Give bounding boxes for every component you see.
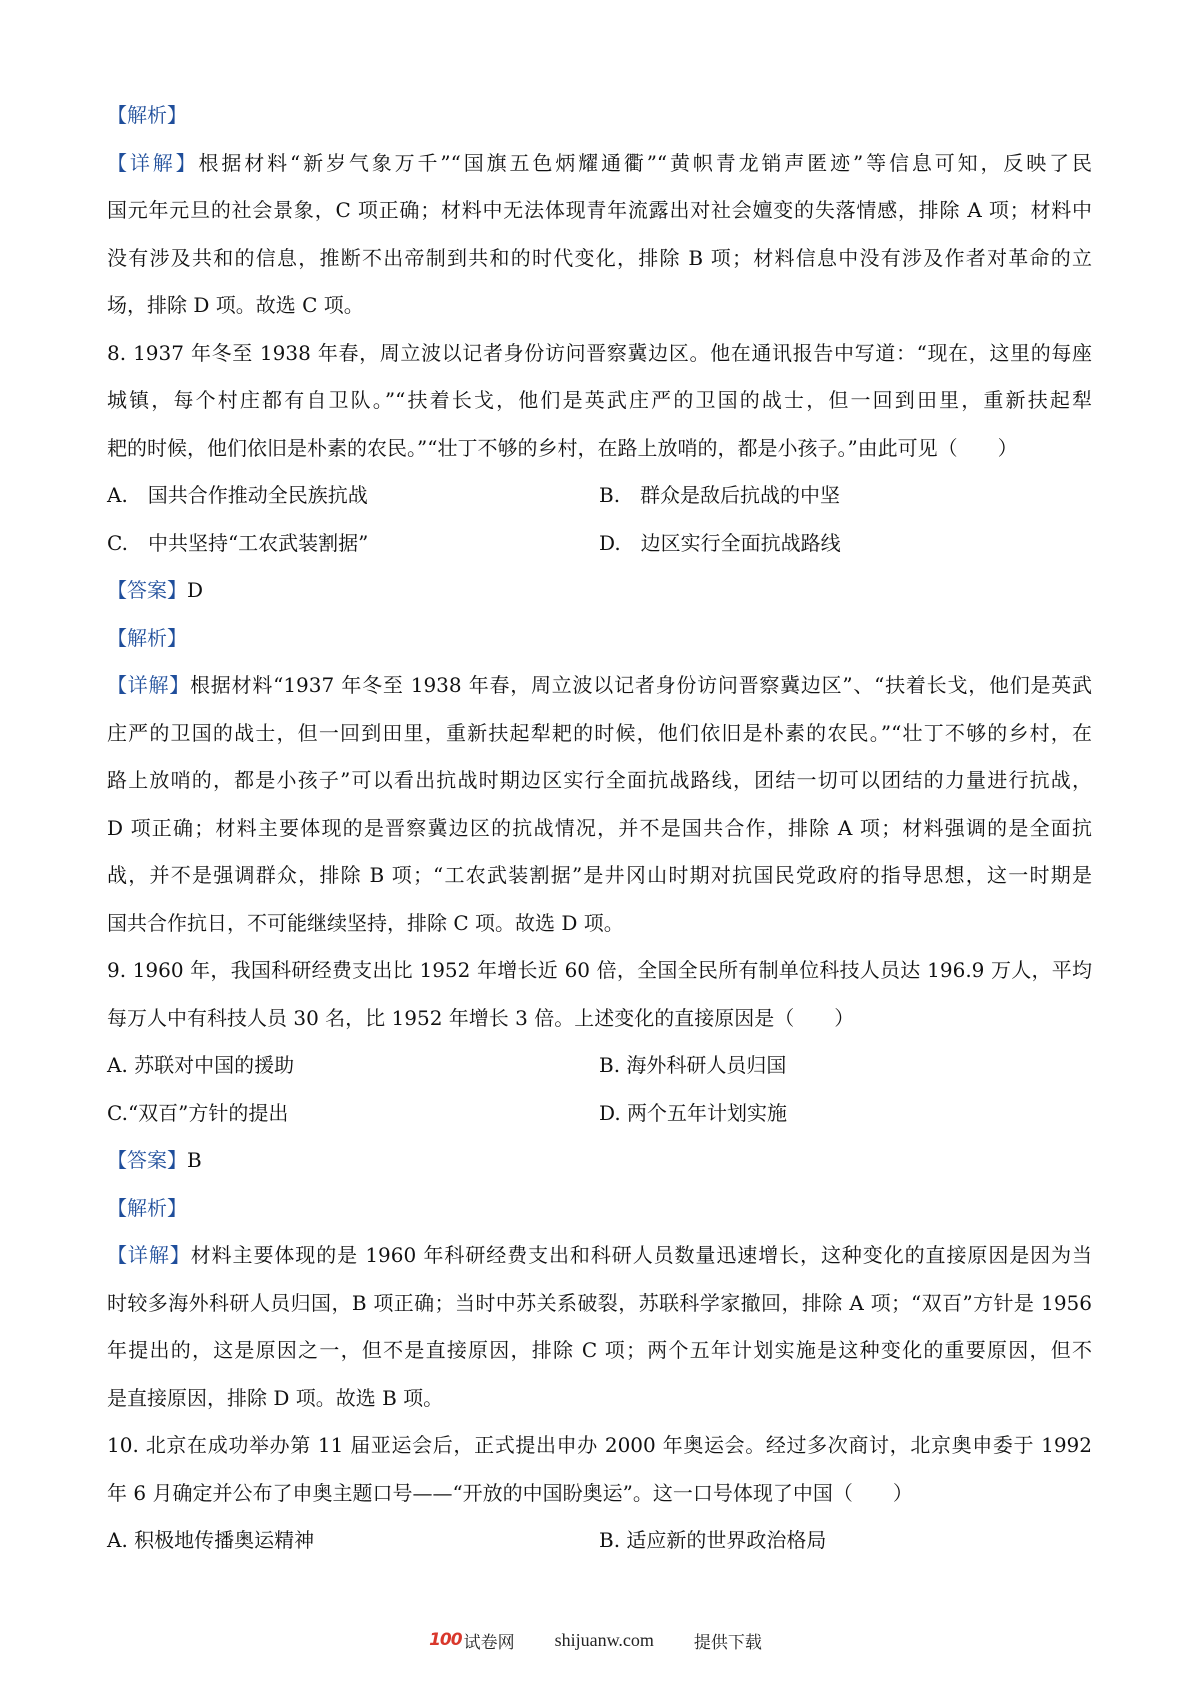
page-content	[107, 92, 1092, 1565]
page-footer	[0, 1625, 1191, 1655]
footer-brand: 试卷网	[463, 1632, 515, 1653]
q7-detail: 【详解】根据材料“新岁气象万千”“国旗五色炳耀通衢”“黄帜青龙销声匿迹”等信息可知，反映了民 国元年元旦的社会景象，C 项正确；材料中无法体现青年流露出对社会嬗变的失落情感，排除 A 项；材料中 没有涉及共和的信息，推断不出帝制到共和的时代变化，排除 B 项；材料信息中没有涉及作者对革命的立 场，排除 D 项。故选 C 项。	[107, 150, 1092, 317]
q10-stem: 10. 北京在成功举办第 11 届亚运会后，正式提出申办 2000 年奥运会。经过多次商讨，北京奥申委于 1992 年 6 月确定并公布了申奥主题口号——“开放的中国盼奥运”。这一口号体现了中国（ ）	[107, 1433, 1092, 1505]
logo-100-icon: 100	[429, 1630, 462, 1650]
q9-option-d: D. 两个五年计划实施	[599, 1100, 788, 1125]
q9-detail-tag: 【详解】	[107, 1243, 191, 1267]
q8-option-c: C. 中共坚持“工农武装割据”	[107, 530, 369, 555]
q10-options-row-1	[107, 1517, 1092, 1565]
q9-stem: 9. 1960 年，我国科研经费支出比 1952 年增长近 60 倍，全国全民所有制单位科技人员达 196.9 万人，平均 每万人中有科技人员 30 名，比 1952 年增长 3 倍。上述变化的直接原因是（ ）	[107, 958, 1092, 1030]
q9-option-c: C.“双百”方针的提出	[107, 1100, 289, 1125]
q9-options-row-2	[107, 1090, 1092, 1138]
q7-detail-tag: 【详解】	[107, 150, 199, 175]
q8-stem: 8. 1937 年冬至 1938 年春，周立波以记者身份访问晋察冀边区。他在通讯报告中写道：“现在，这里的每座 城镇，每个村庄都有自卫队。”“扶着长戈，他们是英武庄严的卫国的战士，但一回到田里，重新扶起犁 耙的时候，他们依旧是朴素的农民。”“壮丁不够的乡村，在路上放哨的，都是小孩子。”由此可见（ ）	[107, 340, 1092, 460]
q9-option-a: A. 苏联对中国的援助	[107, 1053, 295, 1077]
q9-analysis-heading: 【解析】	[107, 1195, 187, 1220]
q8-analysis-heading: 【解析】	[107, 625, 187, 650]
q10-option-b: B. 适应新的世界政治格局	[599, 1528, 827, 1552]
q8-option-a: A. 国共合作推动全民族抗战	[107, 483, 368, 507]
q9-answer: 【答案】B	[107, 1148, 202, 1172]
q8-answer: 【答案】D	[107, 578, 204, 602]
q8-options-row-2	[107, 520, 1092, 568]
q8-detail: 【详解】根据材料“1937 年冬至 1938 年春，周立波以记者身份访问晋察冀边区”、“扶着长戈，他们是英武 庄严的卫国的战士，但一回到田里，重新扶起犁耙的时候，他们依旧是朴素的农民。”“壮丁不够的乡村，在 路上放哨的，都是小孩子”可以看出抗战时期边区实行全面抗战路线，团结一切可以团结的力量进行抗战， D 项正确；材料主要体现的是晋察冀边区的抗战情况，并不是国共合作，排除 A 项；材料强调的是全面抗 战，并不是强调群众，排除 B 项；“工农武装割据”是井冈山时期对抗国民党政府的指导思想，这一时期是 国共合作抗日，不可能继续坚持，排除 C 项。故选 D 项。	[107, 673, 1092, 935]
q8-option-d: D. 边区实行全面抗战路线	[599, 530, 841, 555]
q8-option-b: B. 群众是敌后抗战的中坚	[599, 483, 841, 507]
q9-options-row-1	[107, 1042, 1092, 1090]
q9-option-b: B. 海外科研人员归国	[599, 1053, 787, 1077]
q7-analysis-heading: 【解析】	[107, 103, 187, 127]
q8-detail-tag: 【详解】	[107, 673, 191, 697]
footer-site-link[interactable]: shijuanw.com	[554, 1629, 654, 1650]
q10-option-a: A. 积极地传播奥运精神	[107, 1528, 315, 1552]
footer-note: 提供下载	[693, 1632, 762, 1653]
q8-options-row-1	[107, 472, 1092, 520]
q9-detail: 【详解】材料主要体现的是 1960 年科研经费支出和科研人员数量迅速增长，这种变化的直接原因是因为当 时较多海外科研人员归国，B 项正确；当时中苏关系破裂，苏联科学家撤回，排除 A 项；“双百”方针是 1956 年提出的，这是原因之一，但不是直接原因，排除 C 项；两个五年计划实施是这种变化的重要原因，但不 是直接原因，排除 D 项。故选 B 项。	[107, 1243, 1092, 1410]
